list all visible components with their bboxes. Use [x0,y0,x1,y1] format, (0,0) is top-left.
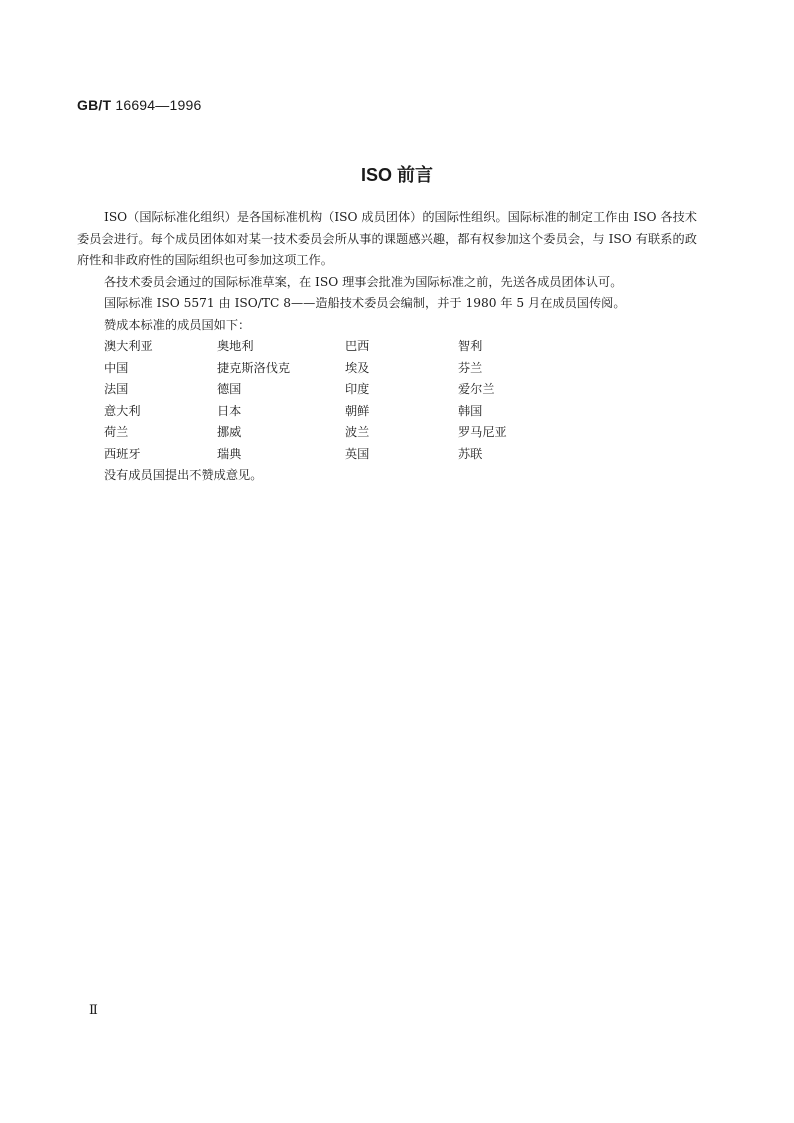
standard-year: 1996 [169,97,202,113]
closing-statement: 没有成员国提出不赞成意见。 [104,468,263,482]
country-name: 捷克斯洛伐克 [217,360,291,375]
country-row [104,401,697,423]
country-name: 中国 [104,360,129,375]
country-name: 西班牙 [104,446,141,461]
country-name: 巴西 [345,339,370,353]
country-row [104,444,697,466]
country-name: 意大利 [104,403,141,418]
document-header [77,97,201,113]
country-name: 奥地利 [217,339,254,353]
country-name: 瑞典 [217,446,242,461]
intro-paragraph: ISO（国际标准化组织）是各国标准机构（ISO 成员团体）的国际性组织。国际标准的制定工作由 ISO 各技术委员会进行。每个成员团体如对某一技术委员会所从事的课题感兴趣，都有权参加这个委员会，与 ISO 有联系的政府性和非政府性的国际组织也可参加这项工作。 [77,210,697,267]
country-row [104,422,697,444]
country-name: 波兰 [345,425,370,439]
country-name: 朝鲜 [345,403,370,418]
page-title: ISO 前言 [360,165,433,185]
page-number: Ⅱ [89,1003,98,1018]
country-name: 英国 [345,446,370,461]
approval-paragraph: 各技术委员会通过的国际标准草案，在 ISO 理事会批准为国际标准之前，先送各成员团体认可。 [104,274,623,289]
members-intro: 赞成本标准的成员国如下： [104,317,251,332]
country-name: 澳大利亚 [104,339,153,353]
country-name: 荷兰 [104,425,129,439]
country-name: 智利 [458,339,483,353]
country-row [104,379,697,401]
country-row [104,336,697,358]
document-body [77,207,697,487]
country-name: 韩国 [458,403,483,418]
country-name: 苏联 [458,446,483,461]
country-name: 法国 [104,382,129,396]
country-name: 爱尔兰 [458,382,495,396]
country-name: 罗马尼亚 [458,425,507,439]
country-name: 埃及 [345,360,370,375]
country-name: 挪威 [217,425,242,439]
preparation-paragraph: 国际标准 ISO 5571 由 ISO/TC 8——造船技术委员会编制，并于 1980 年 5 月在成员国传阅。 [104,296,626,310]
country-name: 德国 [217,382,242,396]
standard-number: 16694 [115,97,156,113]
header-dash: — [155,97,170,113]
country-name: 芬兰 [458,360,483,375]
country-name: 日本 [217,403,242,418]
country-row [104,358,697,380]
country-table [77,336,697,465]
country-name: 印度 [345,382,370,396]
standard-code: GB/T [77,97,112,113]
